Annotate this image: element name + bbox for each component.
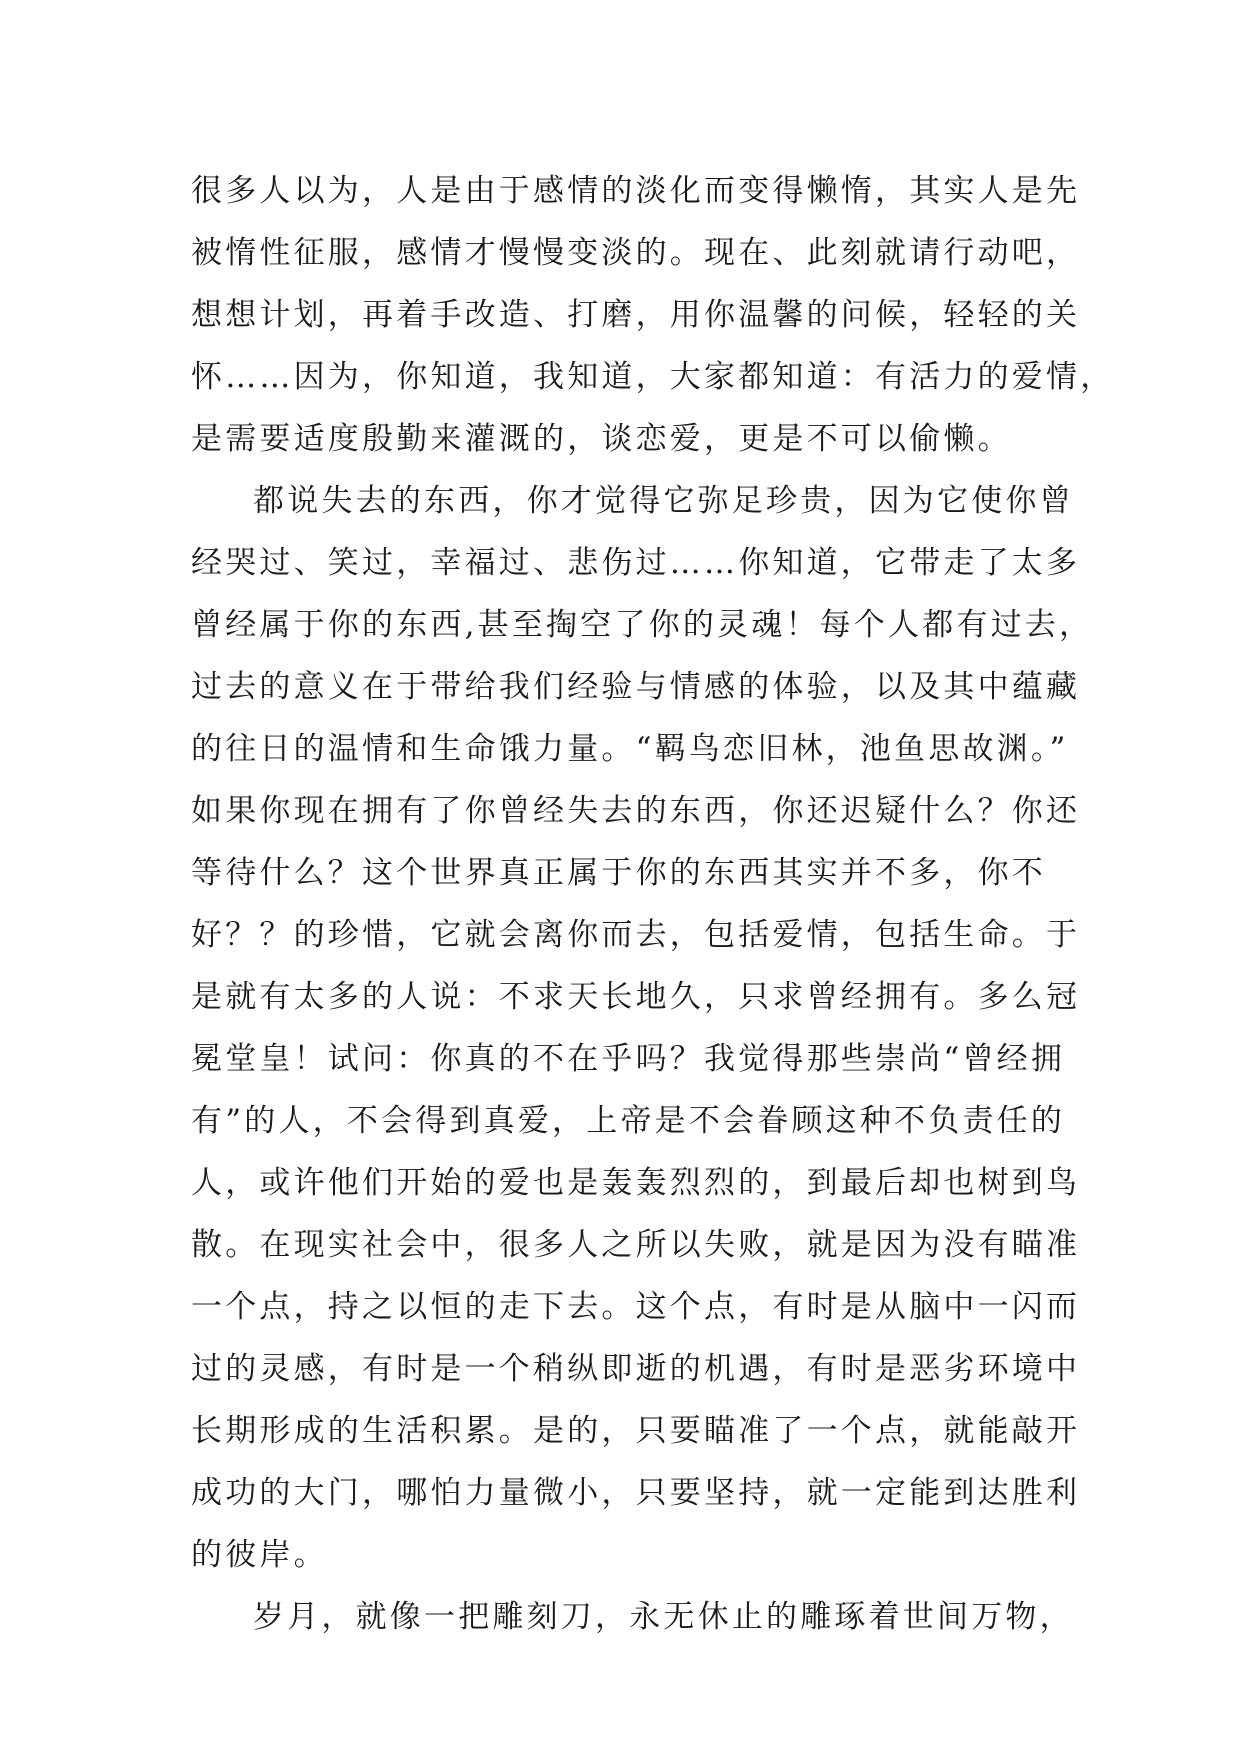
text-line: 的彼岸。 [191,1537,328,1573]
text-line-first: 都说失去的东西，你才觉得它弥足珍贵，因为它使你曾 [253,483,1074,519]
text-line: 成功的大门，哪怕力量微小，只要坚持，就一定能到达胜利 [191,1475,1081,1511]
text-line: 很多人以为，人是由于感情的淡化而变得懒惰，其实人是先 [191,173,1081,209]
text-line: 长期形成的生活积累。是的，只要瞄准了一个点，就能敲开 [191,1413,1081,1449]
text-line: 好？？的珍惜，它就会离你而去，包括爱情，包括生命。于 [191,917,1081,953]
text-line: 想想计划，再着手改造、打磨，用你温馨的问候，轻轻的关 [191,297,1081,333]
text-line: 是需要适度殷勤来灌溉的，谈恋爱，更是不可以偷懒。 [191,421,1012,457]
text-line: 经哭过、笑过，幸福过、悲伤过……你知道，它带走了太多 [191,545,1081,581]
text-line: 冕堂皇！试问：你真的不在乎吗？我觉得那些崇尚“曾经拥 [191,1041,1066,1077]
text-line: 的往日的温情和生命饿力量。“羁鸟恋旧林，池鱼思故渊。” [191,731,1069,767]
paragraph-2 [191,470,1094,1586]
text-line: 被惰性征服，感情才慢慢变淡的。现在、此刻就请行动吧， [191,235,1081,271]
text-line: 等待什么？这个世界真正属于你的东西其实并不多，你不 [191,855,1046,891]
text-line: 是就有太多的人说：不求天长地久，只求曾经拥有。多么冠 [191,979,1081,1015]
text-line: 有”的人，不会得到真爱，上帝是不会眷顾这种不负责任的 [191,1103,1066,1139]
text-line: 人，或许他们开始的爱也是轰轰烈烈的，到最后却也树到鸟 [191,1165,1081,1201]
text-line: 曾经属于你的东西,甚至掏空了你的灵魂！每个人都有过去， [191,607,1094,643]
text-line: 如果你现在拥有了你曾经失去的东西，你还迟疑什么？你还 [191,793,1081,829]
paragraph-1 [191,160,1115,470]
text-line: 怀……因为，你知道，我知道，大家都知道：有活力的爱情， [191,359,1115,395]
text-line: 一个点，持之以恒的走下去。这个点，有时是从脑中一闪而 [191,1289,1081,1325]
document-body [191,160,1115,1648]
text-line-first: 岁月，就像一把雕刻刀，永无休止的雕琢着世间万物， [253,1599,1074,1635]
text-line: 过去的意义在于带给我们经验与情感的体验，以及其中蕴藏 [191,669,1081,705]
text-line: 过的灵感，有时是一个稍纵即逝的机遇，有时是恶劣环境中 [191,1351,1081,1387]
text-line: 散。在现实社会中，很多人之所以失败，就是因为没有瞄准 [191,1227,1081,1263]
paragraph-3 [191,1586,1074,1648]
